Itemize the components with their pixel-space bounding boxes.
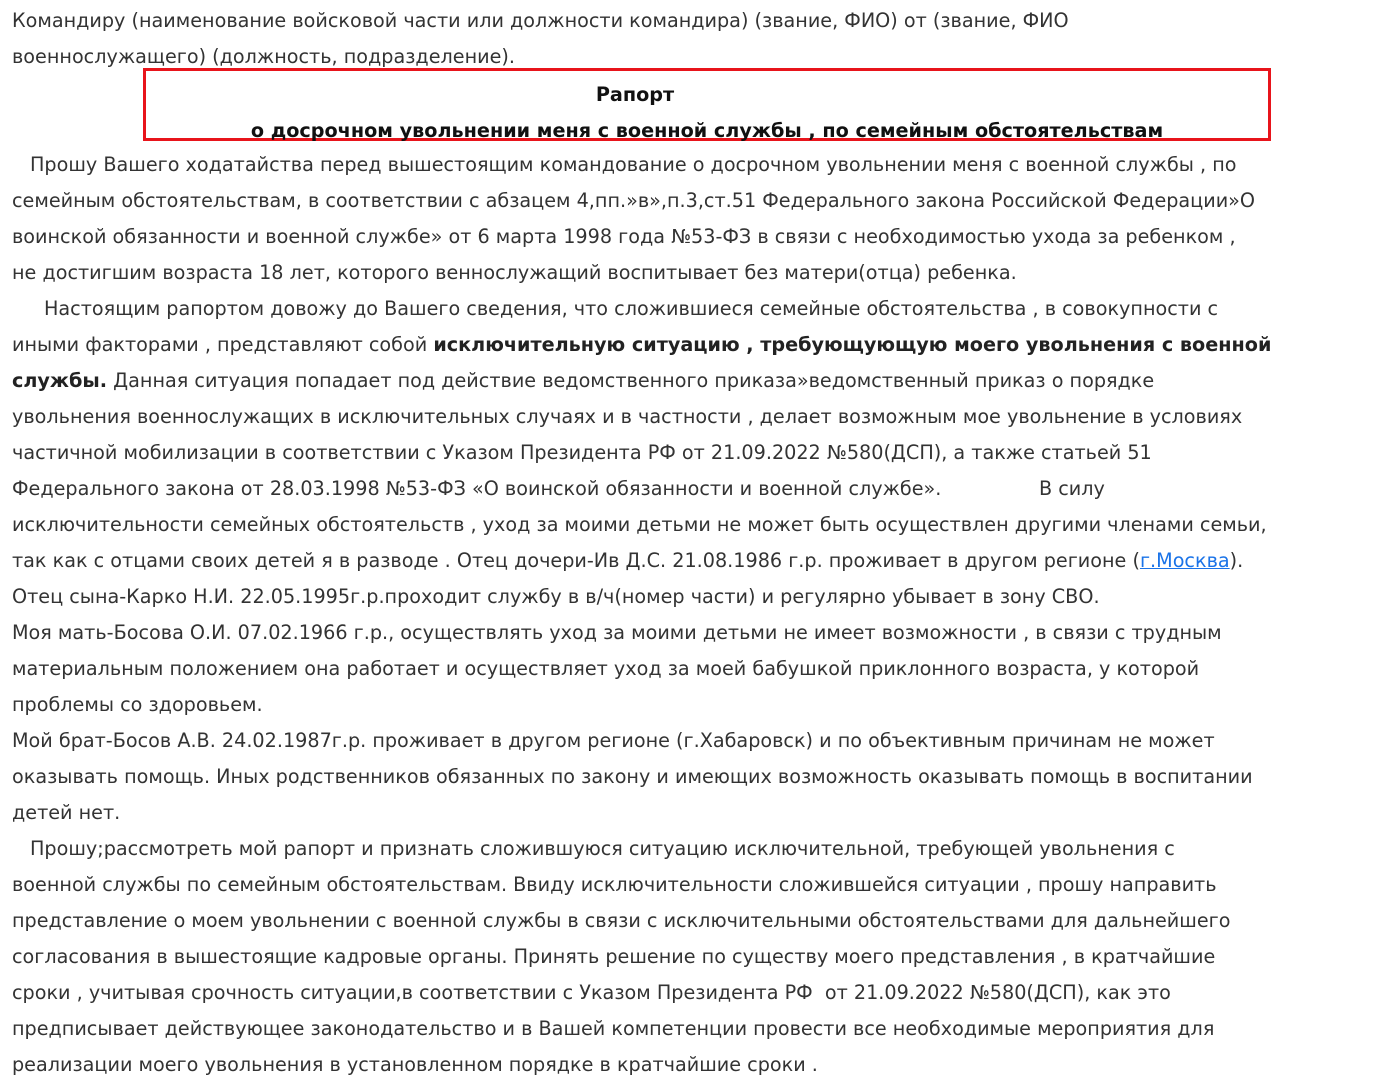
moscow-link[interactable]: г.Москва [1139, 549, 1230, 572]
paragraph-line: Моя мать-Босова О.И. 07.02.1966 г.р., осуществлять уход за моими детьми не имеет возможности , в связи с трудным [12, 621, 1222, 644]
document-body [12, 3, 1374, 1083]
paragraph-line: Настоящим рапортом довожу до Вашего сведения, что сложившиеся семейные обстоятельства , в совокупности с [44, 297, 1219, 320]
paragraph-line: материальным положением она работает и осуществляет уход за моей бабушкой приклонного возраста, у которой [12, 657, 1200, 680]
paragraph-text: ). [1229, 549, 1244, 572]
paragraph-line: Мой брат-Босов А.В. 24.02.1987г.р. проживает в другом регионе (г.Хабаровск) и по объективным причинам не может [12, 729, 1215, 752]
paragraph-line: оказывать помощь. Иных родственников обязанных по закону и имеющих возможность оказывать помощь в воспитании [12, 765, 1253, 788]
paragraph-line: реализации моего увольнения в установленном порядке в кратчайшие сроки . [12, 1053, 818, 1076]
paragraph-line: Отец сына-Карко Н.И. 22.05.1995г.р.проходит службу в в/ч(номер части) и регулярно убывает в зону СВО. [12, 585, 1100, 608]
paragraph-line: Федерального закона от 28.03.1998 №53-ФЗ «О воинской обязанности и военной службе». В силу [12, 477, 1105, 500]
title-spacer [12, 75, 1374, 111]
paragraph-line: предписывает действующее законодательство и в Вашей компетенции провести все необходимые мероприятия для [12, 1017, 1215, 1040]
paragraph-text: иными факторами , представляют собой [12, 333, 434, 356]
header-line: военнослужащего) (должность, подразделение). [12, 45, 515, 68]
title-spacer [12, 111, 1374, 147]
emphasis-text: исключительную ситуацию , требующующую моего увольнения с военной [433, 333, 1272, 356]
paragraph-line [12, 327, 1374, 363]
paragraph-line: проблемы со здоровьем. [12, 693, 263, 716]
paragraph-line: исключительности семейных обстоятельств , уход за моими детьми не может быть осуществлен другими членами семьи, [12, 513, 1267, 536]
header-line: Командиру (наименование войсковой части или должности командира) (звание, ФИО) от (звание, ФИО [12, 9, 1069, 32]
paragraph-line: сроки , учитывая срочность ситуации,в соответствии с Указом Президента РФ от 21.09.2022 №580(ДСП), как это [12, 981, 1171, 1004]
paragraph-line: частичной мобилизации в соответствии с Указом Президента РФ от 21.09.2022 №580(ДСП), а также статьей 51 [12, 441, 1152, 464]
paragraph-line: согласования в вышестоящие кадровые органы. Принять решение по существу моего представления , в кратчайшие [12, 945, 1216, 968]
paragraph-text: так как с отцами своих детей я в разводе . Отец дочери-Ив Д.С. 21.08.1986 г.р. проживает в другом регионе ( [12, 549, 1140, 572]
paragraph-line: семейным обстоятельствам, в соответствии с абзацем 4,пп.»в»,п.3,ст.51 Федерального закона Российской Федерации»О [12, 189, 1256, 212]
paragraph-line: не достигшим возраста 18 лет, которого веннослужащий воспитывает без матери(отца) ребенка. [12, 261, 1017, 284]
emphasis-text: службы. [12, 369, 108, 392]
document-subtitle: о досрочном увольнении меня с военной службы , по семейным обстоятельствам [250, 119, 1164, 142]
paragraph-line: военной службы по семейным обстоятельствам. Ввиду исключительности сложившейся ситуации , прошу направить [12, 873, 1217, 896]
paragraph-line: увольнения военнослужащих в исключительных случаях и в частности , делает возможным мое увольнение в условиях [12, 405, 1243, 428]
paragraph-line: воинской обязанности и военной службе» от 6 марта 1998 года №53-ФЗ в связи с необходимостью ухода за ребенком , [12, 225, 1236, 248]
paragraph-line: Прошу Вашего ходатайства перед вышестоящим командование о досрочном увольнении меня с военной службы , по [30, 153, 1237, 176]
paragraph-line: Прошу;рассмотреть мой рапорт и признать сложившуюся ситуацию исключительной, требующей увольнения с [30, 837, 1175, 860]
paragraph-line: представление о моем увольнении с военной службы в связи с исключительными обстоятельствами для дальнейшего [12, 909, 1231, 932]
paragraph-line [12, 363, 1374, 399]
document-title: Рапорт [595, 83, 675, 106]
paragraph-line: детей нет. [12, 801, 121, 824]
paragraph-text: Данная ситуация попадает под действие ведомственного приказа»ведомственный приказ о порядке [107, 369, 1155, 392]
paragraph-line [12, 543, 1374, 579]
